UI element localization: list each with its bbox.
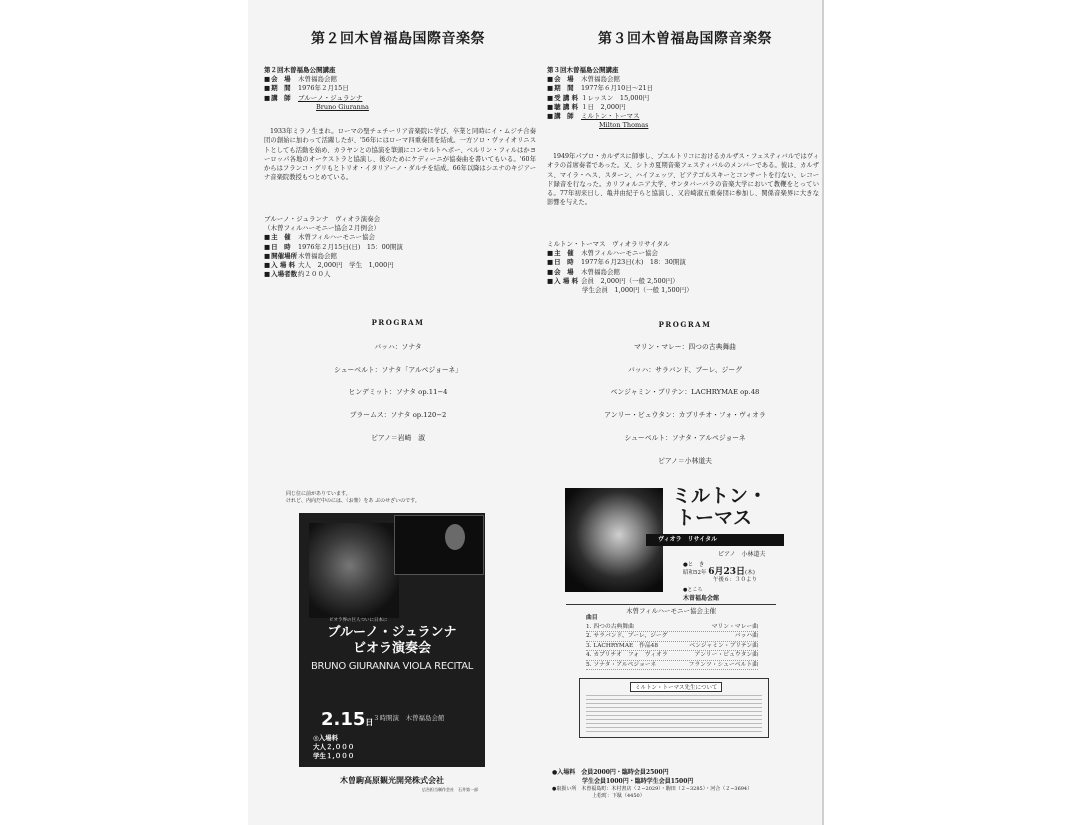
poster-tagline: ビオラ界の巨人ついに日本に	[329, 618, 388, 623]
note-heading: ミルトン・トーマス先生について	[630, 682, 722, 692]
concert-info-3rd	[547, 240, 819, 295]
course-row: ■ 期 間 1976年２月15日	[264, 84, 534, 93]
course-title: 第３回木曽福島公開講座	[547, 66, 619, 74]
festival-title-2nd: 第２回木曽福島国際音楽祭	[311, 31, 485, 47]
concert-row: ■ 主 催 木曽フィルハーモニー協会	[547, 249, 819, 258]
concert-row: ■ 開催場所 木曽福島会館	[264, 252, 536, 261]
poster-photo-playing	[394, 515, 484, 575]
concert-title: ミルトン・トーマス ヴィオラリサイタル	[547, 240, 670, 248]
program-item: ヒンデミット：ソナタ op.11−4	[348, 388, 448, 396]
program-item: バッハ：サラバンド、ブーレ、ジーグ	[627, 366, 743, 374]
poster-photo-portrait	[309, 523, 399, 618]
poster-program-item: 2. サラバンド、ブーレ、ジーグ バッハ曲	[586, 632, 758, 642]
poster-organizer: 木曽フィルハーモニー協会主催	[566, 604, 776, 615]
program-pianist: ピアノ＝岩崎 淑	[371, 434, 425, 442]
poster-credit: 広告担当制作会社 石井第一部	[422, 787, 478, 792]
program-heading: PROGRAM	[658, 320, 712, 329]
poster-band: ヴィオラ リサイタル	[646, 534, 784, 546]
concert-title: ブルーノ・ジュランナ ヴィオラ演奏会	[264, 215, 381, 223]
poster-date: ●と き 昭和52年 6月23日(木) 午後６：３０より	[683, 562, 758, 583]
poster-fee: ◎入場料 大人２,０００ 学生１,０００	[313, 734, 355, 760]
poster-piano: ピアノ 小林道夫	[718, 551, 766, 558]
program-item: ブラームス：ソナタ op.120−2	[349, 411, 447, 419]
program-pianist: ピアノ＝小林道夫	[658, 457, 712, 465]
teacher-en: Milton Thomas	[599, 121, 649, 130]
concert-info-2nd	[264, 215, 536, 279]
bio-thomas: 1949年パブロ・カルザスに師事し、プエルトリコにおけるカルザス・フェスティバルではヴィオラの首席奏者であった。又、シトカ夏期音楽フェスティバルのメンバーである。彼は、カルザス、マイラ・ヘス、スターン、ハイフェッツ、ピアテゴルスキーとコンサートを行ない、レコード録音を行なった。カリフォルニア大学、サンタバーバラの音楽大学において教鞭をとっている。77年初来日し、亀井由紀子らと協演し、又岩崎淑五重奏団に参加し、関係音楽界に大きな影響を与えた。	[547, 153, 819, 207]
program-item: ベンジャミン・ブリテン：LACHRYMAE op.48	[610, 388, 760, 396]
poster-program-item: 1. 四つの古典舞曲 マリン・マレー曲	[586, 623, 758, 633]
program-heading: PROGRAM	[371, 318, 425, 327]
concert-row: ■ 日 時 1976年２月15日(日) 15：00開演	[264, 243, 536, 252]
program-item: バッハ：ソナタ	[374, 343, 422, 351]
concert-row: ■ 主 催 木曽フィルハーモニー協会	[264, 233, 536, 242]
course-info-2nd	[264, 66, 534, 112]
course-row: ■ 受 講 料 １レッスン 15,000円	[547, 94, 817, 103]
poster-top-note: 同じ位に前がありています。 けれど、内向だ中のには、（お楽）をあ ぶのせざいのです。	[286, 491, 420, 504]
note-text-lines	[586, 695, 762, 733]
course-title: 第２回木曽福島公開講座	[264, 66, 336, 74]
course-row: ■ 講 師 ブルーノ・ジュランナ	[264, 94, 534, 103]
concert-row: ■ 日 時 1977年６月23日(木) 18：30開演	[547, 258, 819, 267]
poster-program-item: 4. カプリチオ フォ ヴィオラ アンリー・ビュウタン曲	[586, 651, 758, 661]
concert-fee-extra: 学生会員 1,000円（一般 1,500円）	[582, 286, 693, 295]
poster-program-item: 3. LACHRYMAE 作品48 ベンジャミン・ブリテン曲	[586, 642, 758, 652]
program-item: シューベルト：ソナタ「アルペジョーネ」	[334, 366, 462, 374]
giuranna-poster	[299, 513, 485, 767]
poster-venue: ３時開演 木曽福島会館	[373, 714, 445, 722]
course-row: ■ 聴 講 料 １日 2,000円	[547, 103, 817, 112]
concert-row: ■ 入場者数 約２００人	[264, 270, 536, 279]
poster-company: 木曽駒高原観光開発株式会社	[340, 775, 444, 785]
poster-venue: ●ところ 木曽福島会館	[683, 587, 720, 602]
concert-row: ■ 入 場 料 会員 2,000円（一般 2,500円）	[547, 277, 819, 286]
poster-name-en: BRUNO GIURANNA VIOLA RECITAL	[310, 661, 474, 672]
course-row: ■ 期 間 1977年６月10日〜21日	[547, 84, 817, 93]
festival-title-3rd: 第３回木曽福島国際音楽祭	[598, 31, 772, 47]
program-item: マリン・マレー：四つの古典舞曲	[634, 343, 736, 351]
program-item: アンリー・ビュウタン：カプリチオ・フォ・ヴィオラ	[604, 411, 766, 419]
course-row: ■ 会 場 木曽福島会館	[547, 75, 817, 84]
teacher-en: Bruno Giuranna	[316, 102, 369, 111]
poster-shops: ●取扱い所 木曽福島町：木村書店（２−2029）・駒田（２−3285）・河合（２−3694） 上松町：下駄（4450）	[552, 786, 753, 799]
poster-name: ブルーノ・ジュランナ ビオラ演奏会	[327, 625, 457, 656]
course-row: ■ 会 場 木曽福島会館	[264, 75, 534, 84]
poster-program: 曲目 1. 四つの古典舞曲 マリン・マレー曲 2. サラバンド、ブーレ、ジーグ バッハ曲 3. LACHRYMAE 作品48 ベンジャミン・ブリテン曲 4. カプリチオ フォ ヴィオラ アンリー・ビュウタン曲 5. ソナタ・アルペジョーネ フランツ・シューベルト曲	[586, 614, 758, 670]
bio-giuranna: 1933年ミラノ生まれ。ローマの聖チェチーリア音楽院に学び、卒業と同時にイ・ムジチ合奏団の創始に加わって活躍したが、'56年にはローマ四重奏団を結成。一方ソロ・ヴァイオリニストとしても活動を始め、カラヤンとの協演を筆頭にコンセルトヘボー、ベルリン・フィルはかヨーロッパ各地のオーケストラと協演し、後のためにケディーニが協奏曲を書いてもいる。'60年からはフランコ・グリもとトリオ・イタリアーノ・ダルチを結成。66年以降はシエナのキジアーナ音楽院教授もつとめている。	[264, 128, 536, 182]
concert-row: ■ 会 場 木曽福島会館	[547, 268, 819, 277]
course-row: ■ 講 師 ミルトン・トーマス	[547, 112, 817, 121]
poster-title: ミルトン・ トーマス	[672, 485, 768, 529]
poster-fees: ●入場料 会員2000円・臨時会員2500円 学生会員1000円・臨時学生会員1500円	[552, 769, 694, 785]
course-info-3rd	[547, 66, 817, 130]
poster-program-item: 5. ソナタ・アルペジョーネ フランツ・シューベルト曲	[586, 661, 758, 671]
poster-date: 2.15日	[321, 709, 374, 730]
program-item: シューベルト：ソナタ・アルペジョーネ	[624, 434, 746, 442]
poster-note-box	[579, 678, 769, 738]
concert-row: ■ 入 場 料 大人 2,000円 学生 1,000円	[264, 261, 536, 270]
concert-sub: （木曽フィルハーモニー協会２月例会）	[264, 224, 381, 233]
